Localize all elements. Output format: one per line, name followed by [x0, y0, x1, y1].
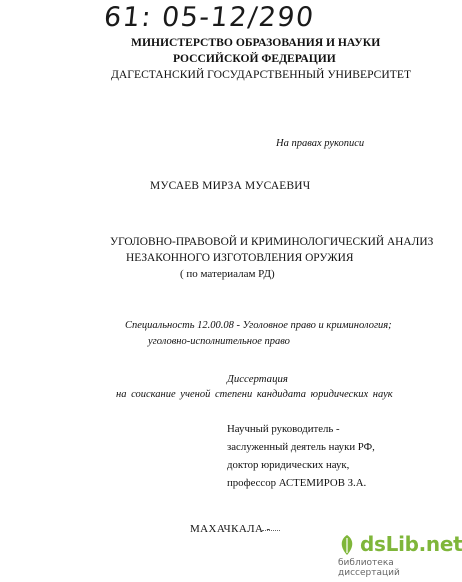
- watermark-brand: dsLib.net: [360, 532, 462, 556]
- dissertation-subtitle: ( по материалам РД): [180, 268, 275, 280]
- advisor-line: заслуженный деятель науки РФ,: [227, 441, 375, 453]
- degree-statement: на соискание ученой степени кандидата юридических наук: [116, 389, 393, 400]
- dissertation-title-line-1: УГОЛОВНО-ПРАВОВОЙ И КРИМИНОЛОГИЧЕСКИЙ АНАЛИЗ: [110, 236, 434, 248]
- advisor-line: Научный руководитель -: [227, 423, 340, 435]
- city-year-placeholder: [262, 530, 280, 531]
- watermark-tagline: библиотека диссертаций: [338, 558, 400, 578]
- leaf-icon: [338, 534, 356, 556]
- dissertation-title-line-2: НЕЗАКОННОГО ИЗГОТОВЛЕНИЯ ОРУЖИЯ: [126, 252, 354, 264]
- ministry-heading: МИНИСТЕРСТВО ОБРАЗОВАНИЯ И НАУКИ: [131, 36, 381, 49]
- handwritten-catalog-number: 61: 05-12/290: [102, 2, 317, 33]
- document-type: Диссертация: [227, 373, 288, 385]
- watermark: [338, 532, 462, 578]
- specialty-line-1: Специальность 12.00.08 - Уголовное право и криминология;: [125, 320, 392, 331]
- federation-heading: РОССИЙСКОЙ ФЕДЕРАЦИИ: [173, 52, 336, 65]
- advisor-line: доктор юридических наук,: [227, 459, 350, 471]
- university-heading: ДАГЕСТАНСКИЙ ГОСУДАРСТВЕННЫЙ УНИВЕРСИТЕТ: [111, 68, 412, 81]
- specialty-line-2: уголовно-исполнительное право: [148, 336, 290, 347]
- manuscript-rights-note: На правах рукописи: [276, 138, 365, 149]
- author-name: МУСАЕВ МИРЗА МУСАЕВИЧ: [150, 180, 311, 192]
- advisor-line: профессор АСТЕМИРОВ З.А.: [227, 477, 367, 489]
- city-line: МАХАЧКАЛА -: [190, 523, 271, 535]
